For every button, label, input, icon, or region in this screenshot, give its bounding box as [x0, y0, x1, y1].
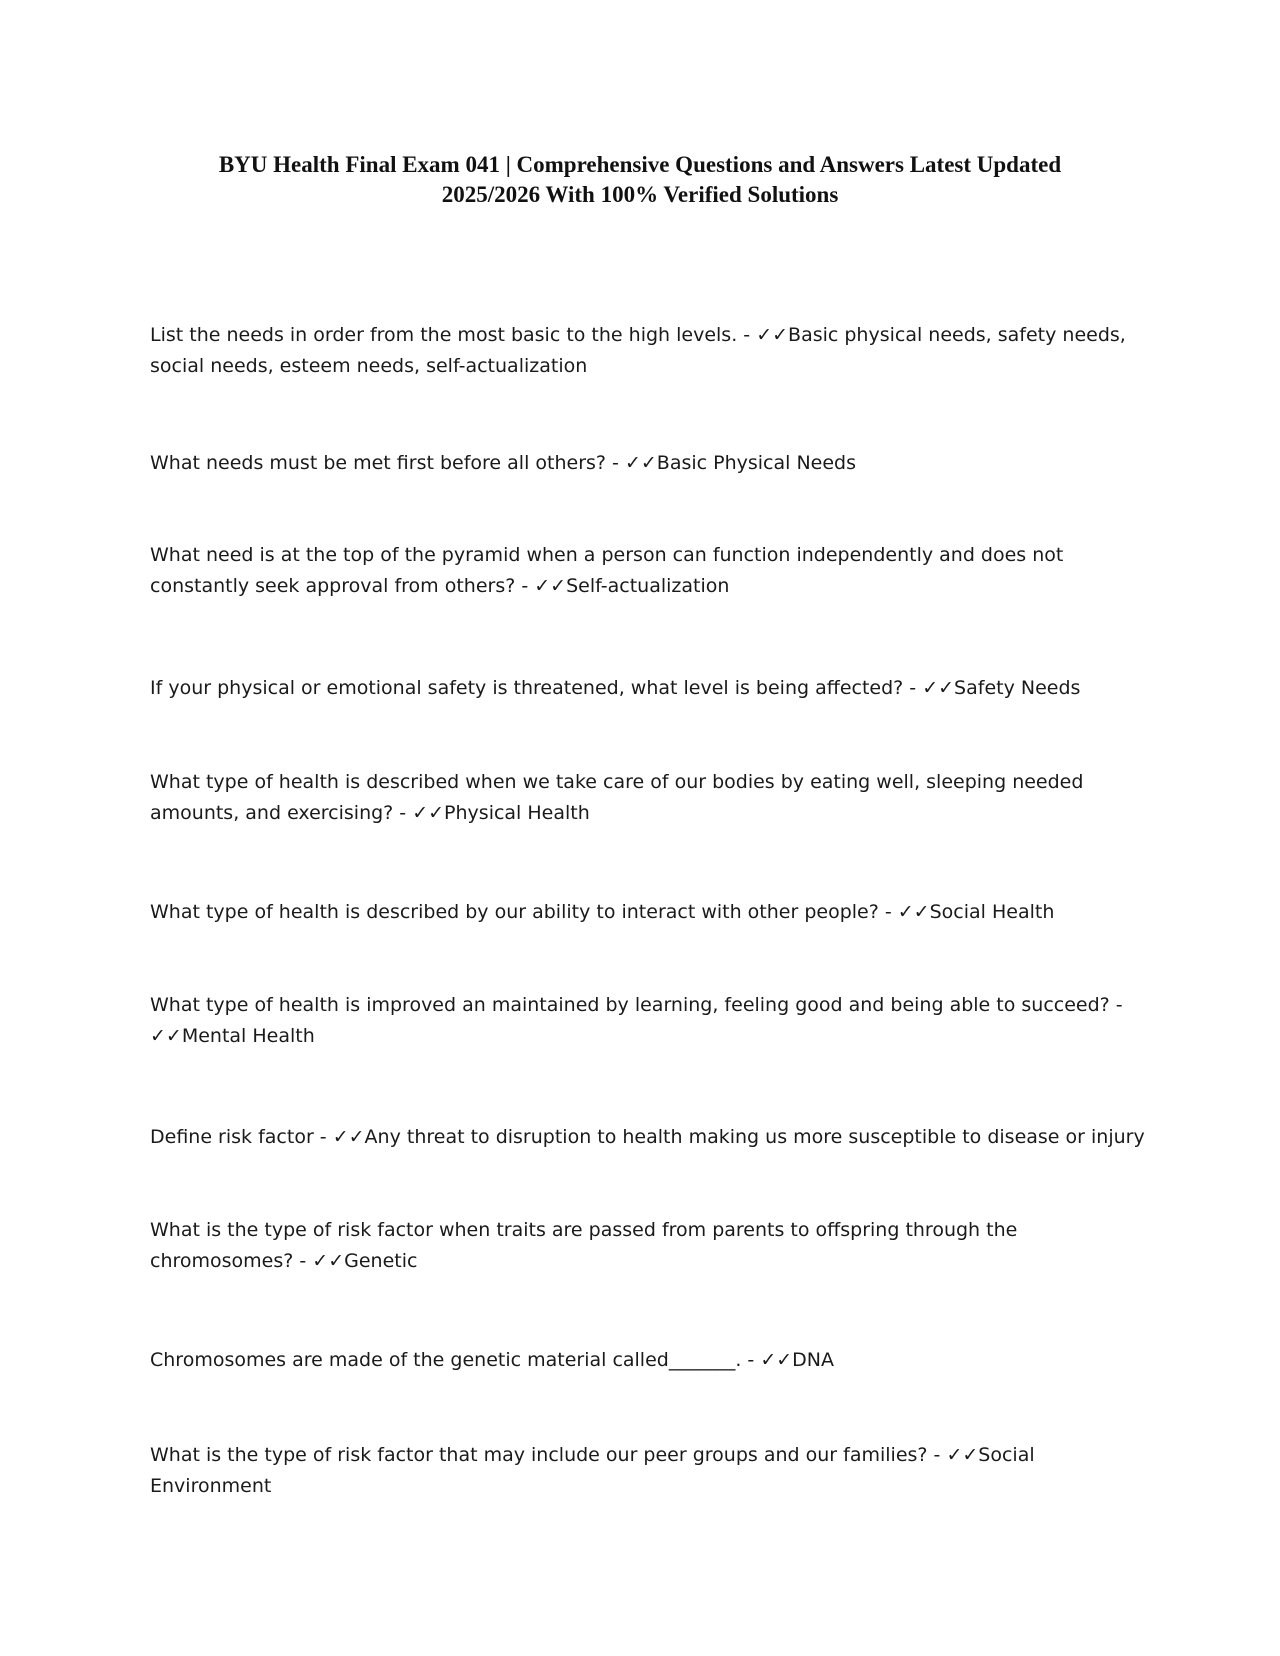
qa-item-1: [150, 320, 1150, 382]
qa-item-2: [150, 448, 1150, 479]
question-text: If your physical or emotional safety is threatened, what level is being affected?: [150, 677, 904, 699]
double-check-icon: ✓✓: [897, 901, 930, 923]
question-text: What type of health is improved an maintained by learning, feeling good and being able to succeed?: [150, 994, 1110, 1016]
separator: -: [606, 452, 625, 474]
question-text: List the needs in order from the most basic to the high levels.: [150, 324, 738, 346]
question-text: What type of health is described by our ability to interact with other people?: [150, 901, 879, 923]
question-text: What needs must be met first before all others?: [150, 452, 606, 474]
title-line-2: 2025/2026 With 100% Verified Solutions: [441, 182, 839, 207]
answer-text: Genetic: [344, 1250, 418, 1272]
double-check-icon: ✓✓: [150, 1025, 182, 1047]
answer-text: Social Environment: [150, 1444, 1035, 1497]
answer-text: Safety Needs: [954, 677, 1081, 699]
document-title: [120, 150, 1160, 210]
question-text: What need is at the top of the pyramid when a person can function independently and does not constantly seek approval from others?: [150, 544, 1064, 597]
separator: -: [313, 1126, 333, 1148]
qa-item-4: [150, 673, 1150, 704]
qa-item-11: [150, 1440, 1150, 1502]
answer-text: Physical Health: [444, 802, 590, 824]
answer-text: Mental Health: [181, 1025, 315, 1047]
separator: -: [393, 802, 413, 824]
qa-item-5: [150, 767, 1150, 829]
separator: -: [741, 1349, 761, 1371]
answer-text: Basic physical needs, safety needs, social needs, esteem needs, self-actualization: [150, 324, 1126, 377]
separator: -: [737, 324, 757, 346]
answer-text: Self-actualization: [566, 575, 730, 597]
question-text: What type of health is described when we take care of our bodies by eating well, sleeping needed amounts, and exercising?: [150, 771, 1084, 824]
question-text: What is the type of risk factor when traits are passed from parents to offspring through the chromosomes?: [150, 1219, 1018, 1272]
question-text: What is the type of risk factor that may include our peer groups and our families?: [150, 1444, 928, 1466]
separator: -: [515, 575, 535, 597]
qa-item-8: [150, 1122, 1150, 1153]
question-text: Define risk factor: [150, 1126, 314, 1148]
separator: -: [927, 1444, 947, 1466]
double-check-icon: ✓✓: [756, 324, 789, 346]
title-line-1: BYU Health Final Exam 041 | Comprehensive Questions and Answers Latest Updated: [218, 152, 1062, 177]
answer-text: DNA: [792, 1349, 834, 1371]
double-check-icon: ✓✓: [412, 802, 445, 824]
double-check-icon: ✓✓: [760, 1349, 793, 1371]
double-check-icon: ✓✓: [946, 1444, 979, 1466]
separator: -: [293, 1250, 313, 1272]
qa-item-3: [150, 540, 1150, 602]
double-check-icon: ✓✓: [312, 1250, 345, 1272]
answer-text: Any threat to disruption to health making us more susceptible to disease or injury: [364, 1126, 1145, 1148]
qa-item-10: [150, 1345, 1150, 1376]
qa-item-6: [150, 897, 1150, 928]
question-text: Chromosomes are made of the genetic material called_______.: [150, 1349, 742, 1371]
answer-text: Social Health: [929, 901, 1055, 923]
qa-item-9: [150, 1215, 1150, 1277]
double-check-icon: ✓✓: [624, 452, 657, 474]
double-check-icon: ✓✓: [922, 677, 955, 699]
qa-item-7: [150, 990, 1150, 1052]
separator: -: [1109, 994, 1123, 1016]
separator: -: [878, 901, 898, 923]
double-check-icon: ✓✓: [534, 575, 567, 597]
double-check-icon: ✓✓: [332, 1126, 365, 1148]
separator: -: [903, 677, 923, 699]
answer-text: Basic Physical Needs: [656, 452, 857, 474]
